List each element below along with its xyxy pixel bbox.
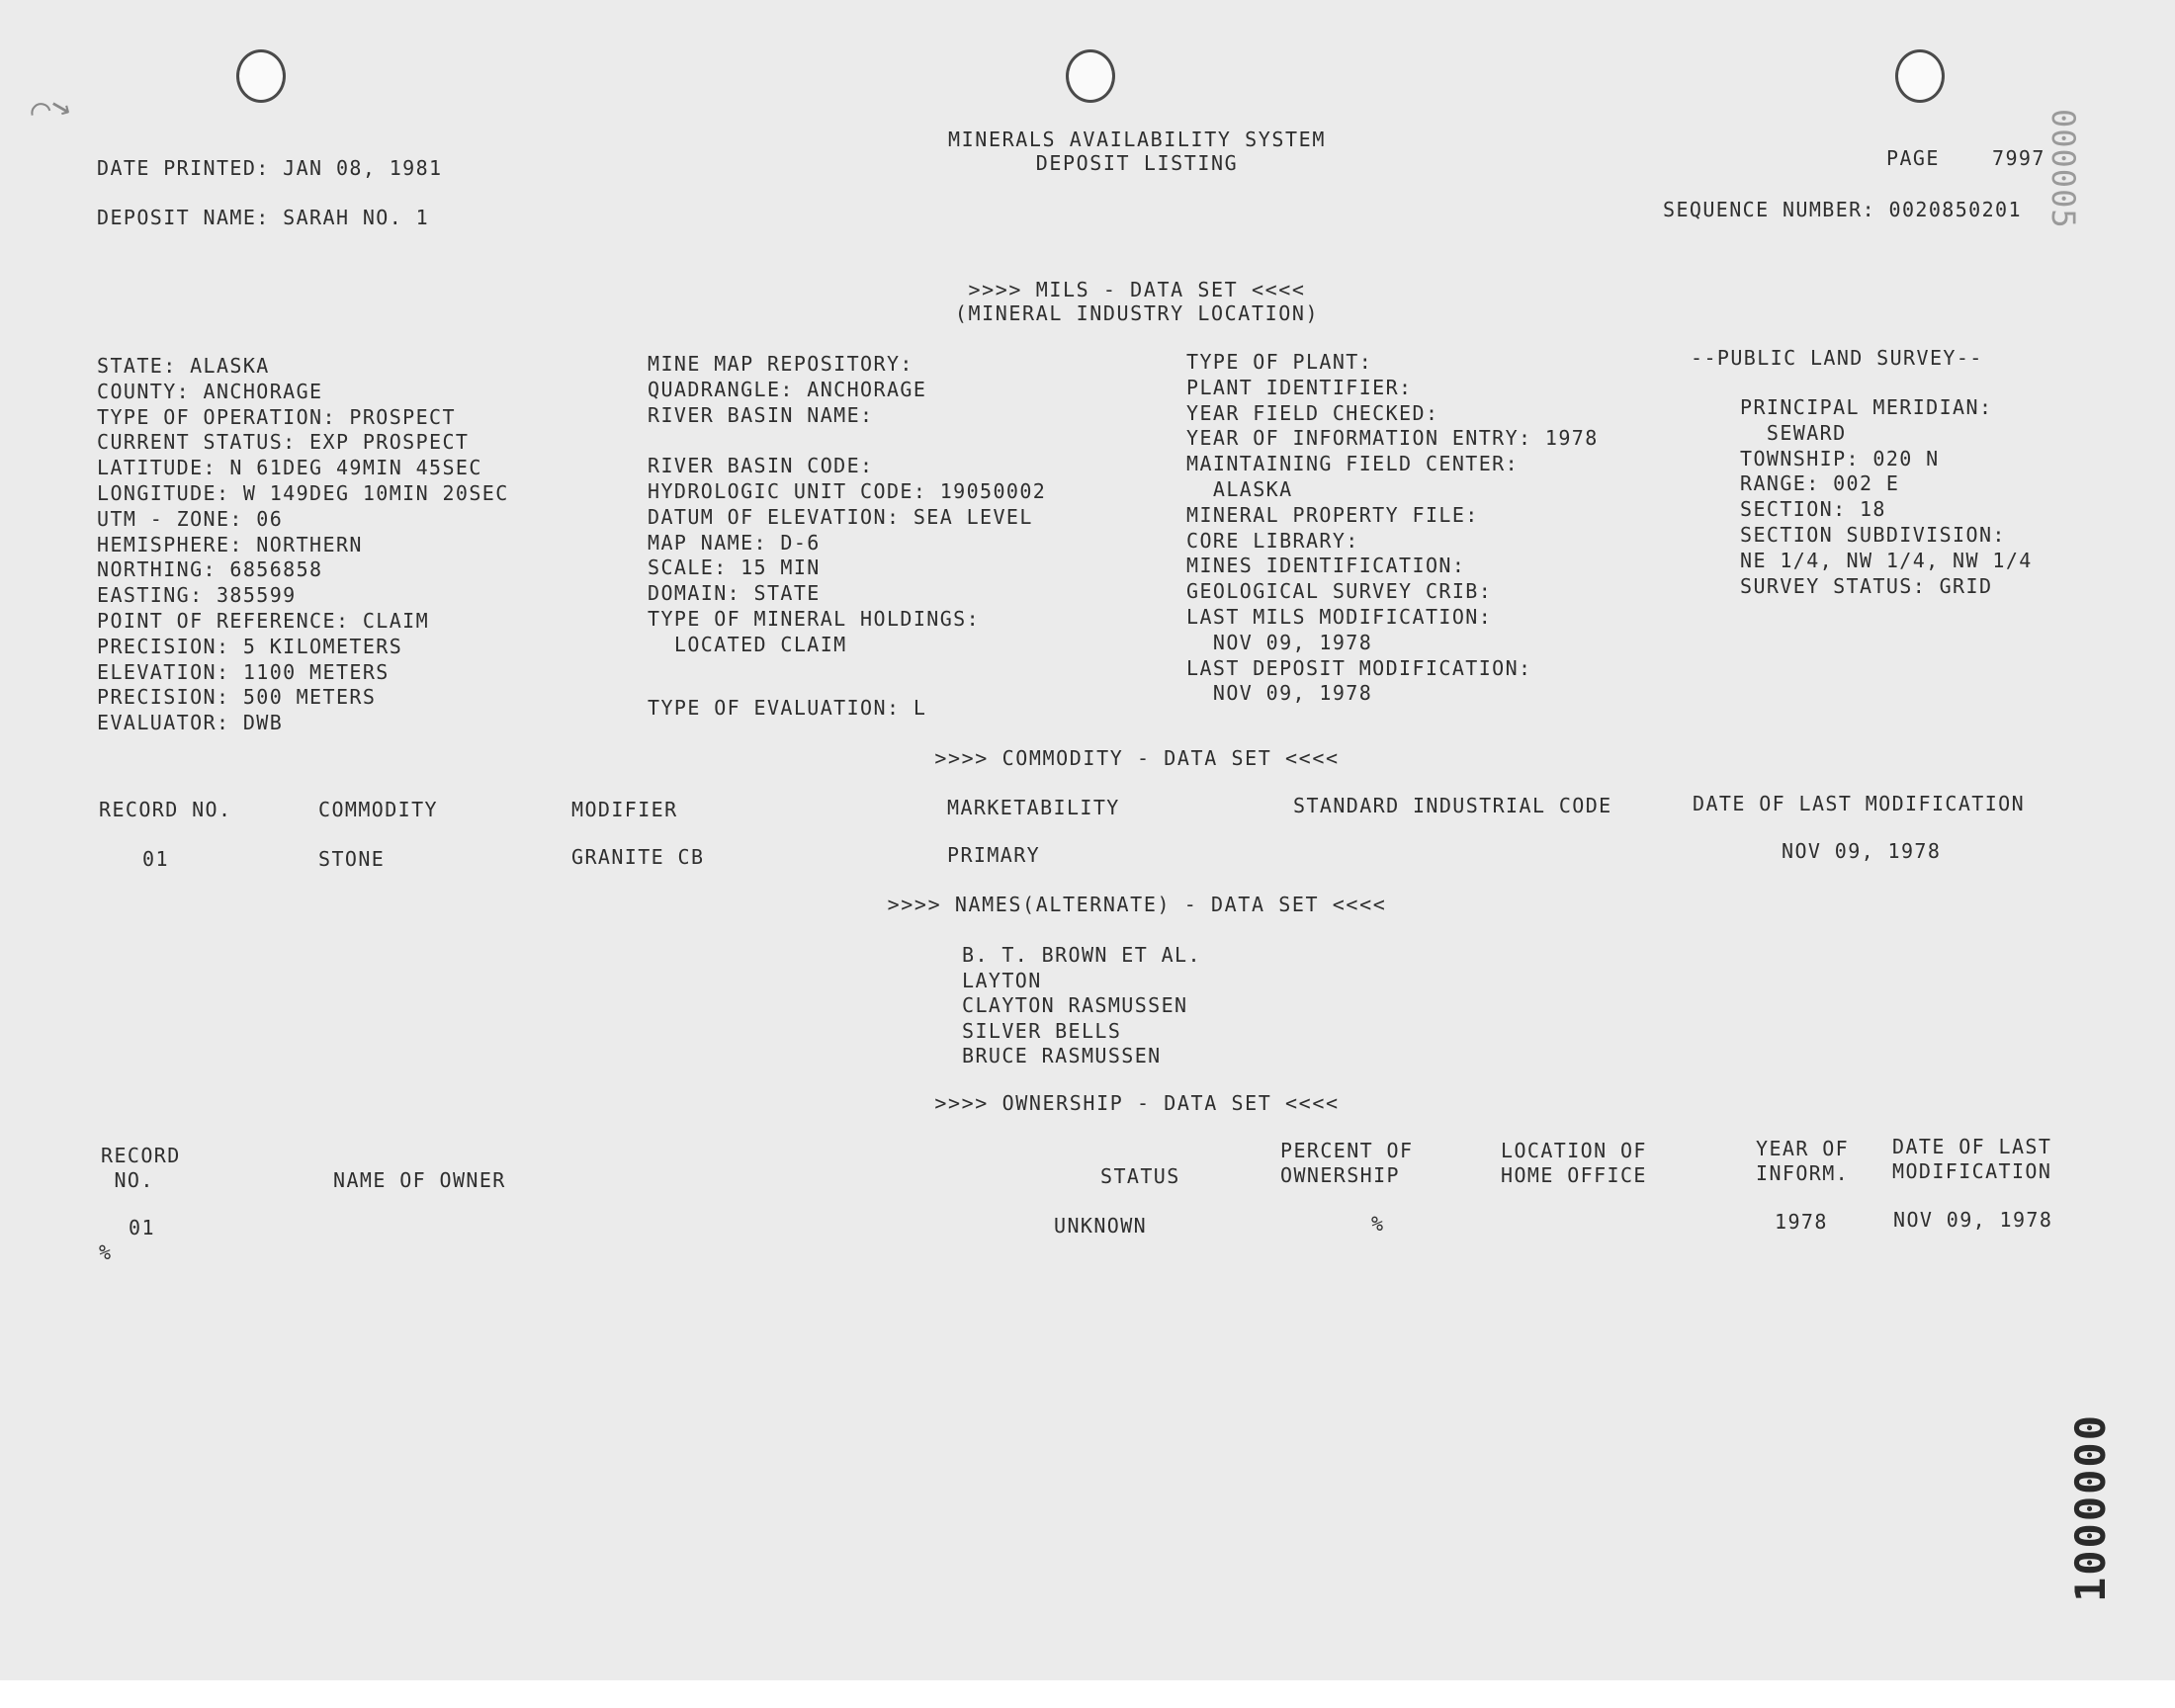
mils-col3-line: PLANT IDENTIFIER: [1186, 375, 1413, 399]
listing-subtitle: DEPOSIT LISTING [1035, 151, 1239, 175]
alternate-name-line: SILVER BELLS [962, 1018, 1122, 1043]
commodity-section-title: >>>> COMMODITY - DATA SET <<<< [934, 746, 1340, 770]
mils-col1-line: LATITUDE: N 61DEG 49MIN 45SEC [97, 456, 482, 480]
mils-col4-line: RANGE: 002 E [1740, 471, 1900, 496]
ownership-row-status: UNKNOWN [1054, 1214, 1148, 1238]
mils-col1-line: NORTHING: 6856858 [97, 557, 323, 582]
mils-col1-line: COUNTY: ANCHORAGE [97, 379, 323, 403]
mils-col2-line: MINE MAP REPOSITORY: [648, 352, 914, 376]
commodity-header-commodity: COMMODITY [318, 798, 438, 821]
alternate-name-line: LAYTON [962, 968, 1042, 992]
mils-col2-line: DOMAIN: STATE [648, 581, 821, 606]
sequence-number: SEQUENCE NUMBER: 0020850201 [1663, 198, 2022, 221]
ownership-row-year: 1978 [1775, 1210, 1828, 1234]
commodity-header-marketability: MARKETABILITY [947, 796, 1120, 819]
mils-col3-line: YEAR FIELD CHECKED: [1186, 400, 1439, 425]
commodity-header-sic: STANDARD INDUSTRIAL CODE [1293, 794, 1612, 817]
commodity-header-record-no: RECORD NO. [99, 798, 232, 821]
mils-col1-line: CURRENT STATUS: EXP PROSPECT [97, 430, 470, 455]
mils-col2-line: LOCATED CLAIM [648, 632, 847, 656]
punch-hole-center [1066, 49, 1115, 103]
handwritten-scribble-mark: ⌒↘ [25, 82, 75, 131]
scan-bottom-edge [0, 1680, 2175, 1708]
mils-col3-line: TYPE OF PLANT: [1186, 350, 1373, 374]
mils-col3-line: MINES IDENTIFICATION: [1186, 554, 1466, 578]
public-land-survey-title: --PUBLIC LAND SURVEY-- [1691, 346, 1983, 370]
mils-col1-line: HEMISPHERE: NORTHERN [97, 532, 363, 556]
mils-col1-line: EASTING: 385599 [97, 583, 297, 608]
mils-col3-line: LAST MILS MODIFICATION: [1186, 605, 1493, 629]
ownership-header-location: LOCATION OF HOME OFFICE [1501, 1139, 1647, 1187]
mils-col4-line: TOWNSHIP: 020 N [1740, 446, 1940, 470]
mils-col1-line: POINT OF REFERENCE: CLAIM [97, 609, 430, 633]
commodity-row-modifier: GRANITE CB [571, 845, 705, 869]
mils-col1-line: ELEVATION: 1100 METERS [97, 659, 390, 684]
mils-col3-line: MINERAL PROPERTY FILE: [1186, 502, 1479, 527]
mils-col2-line: QUADRANGLE: ANCHORAGE [648, 377, 927, 401]
mils-col4-line: NE 1/4, NW 1/4, NW 1/4 [1740, 548, 2033, 572]
ownership-header-percent: PERCENT OF OWNERSHIP [1280, 1139, 1414, 1187]
mils-col1-line: TYPE OF OPERATION: PROSPECT [97, 404, 456, 429]
commodity-row-last-modification: NOV 09, 1978 [1782, 839, 1942, 863]
mils-col3-line: ALASKA [1186, 477, 1293, 501]
mils-col1-line: LONGITUDE: W 149DEG 10MIN 20SEC [97, 481, 509, 505]
mils-col3-line: MAINTAINING FIELD CENTER: [1186, 452, 1520, 476]
page-label: PAGE [1886, 146, 1940, 170]
mils-col1-line: STATE: ALASKA [97, 354, 270, 378]
ownership-header-name: NAME OF OWNER [333, 1168, 506, 1192]
mils-col3-line: CORE LIBRARY: [1186, 528, 1359, 553]
commodity-row-marketability: PRIMARY [947, 843, 1041, 867]
system-title: MINERALS AVAILABILITY SYSTEM [948, 128, 1326, 151]
mils-col2-line: RIVER BASIN NAME: [648, 402, 874, 427]
mils-col1-line: EVALUATOR: DWB [97, 711, 284, 735]
mils-col2-line: HYDROLOGIC UNIT CODE: 19050002 [648, 479, 1047, 503]
ownership-header-status: STATUS [1100, 1164, 1180, 1188]
date-printed: DATE PRINTED: JAN 08, 1981 [97, 156, 443, 180]
mils-col3-line: YEAR OF INFORMATION ENTRY: 1978 [1186, 426, 1599, 451]
deposit-name: DEPOSIT NAME: SARAH NO. 1 [97, 206, 430, 229]
mils-col1-line: UTM - ZONE: 06 [97, 506, 284, 531]
mils-col4-line: SECTION SUBDIVISION: [1740, 523, 2006, 547]
mils-col4-line: PRINCIPAL MERIDIAN: [1740, 395, 1993, 419]
mils-col2-line: DATUM OF ELEVATION: SEA LEVEL [648, 504, 1033, 529]
mils-section-subtitle: (MINERAL INDUSTRY LOCATION) [954, 301, 1320, 325]
commodity-row-commodity: STONE [318, 847, 386, 871]
mils-col3-line: NOV 09, 1978 [1186, 681, 1373, 706]
mils-section-title: >>>> MILS - DATA SET <<<< [968, 278, 1306, 301]
commodity-header-modifier: MODIFIER [571, 798, 678, 821]
alternate-name-line: CLAYTON RASMUSSEN [962, 993, 1188, 1017]
punch-hole-right [1895, 49, 1945, 103]
mils-col3-line: NOV 09, 1978 [1186, 630, 1373, 654]
mils-col1-line: PRECISION: 500 METERS [97, 685, 377, 710]
names-section-title: >>>> NAMES(ALTERNATE) - DATA SET <<<< [887, 893, 1387, 916]
bottom-right-stamp: 1000000 [2066, 1413, 2115, 1603]
ownership-header-record: RECORD NO. [101, 1144, 181, 1192]
ownership-row-record: 01 [129, 1216, 155, 1239]
mils-col4-line: SECTION: 18 [1740, 497, 1886, 522]
mils-col1-line: PRECISION: 5 KILOMETERS [97, 634, 403, 658]
alternate-name-line: BRUCE RASMUSSEN [962, 1044, 1162, 1068]
mils-col2-line: TYPE OF MINERAL HOLDINGS: [648, 607, 981, 631]
type-of-evaluation: TYPE OF EVALUATION: L [648, 696, 927, 720]
commodity-header-last-modification: DATE OF LAST MODIFICATION [1693, 792, 2026, 815]
mils-col2-line: SCALE: 15 MIN [648, 555, 821, 580]
ownership-header-year: YEAR OF INFORM. [1756, 1137, 1850, 1185]
punch-hole-left [236, 49, 286, 103]
mils-col2-line: RIVER BASIN CODE: [648, 454, 874, 478]
mils-col4-line: SEWARD [1740, 420, 1847, 445]
ownership-row-percent: % [1371, 1212, 1385, 1236]
commodity-row-record-no: 01 [142, 847, 169, 871]
mils-col4-line: SURVEY STATUS: GRID [1740, 573, 1993, 598]
top-right-stamp: 000005 [2044, 109, 2082, 229]
page-number: 7997 [1992, 146, 2045, 170]
mils-col2-line: MAP NAME: D-6 [648, 530, 821, 555]
ownership-header-last-modification: DATE OF LAST MODIFICATION [1892, 1135, 2052, 1183]
ownership-section-title: >>>> OWNERSHIP - DATA SET <<<< [934, 1091, 1340, 1115]
ownership-row-last-modification: NOV 09, 1978 [1893, 1208, 2053, 1232]
alternate-name-line: B. T. BROWN ET AL. [962, 943, 1201, 967]
mils-col3-line: LAST DEPOSIT MODIFICATION: [1186, 655, 1532, 680]
ownership-footer-mark: % [99, 1240, 113, 1264]
mils-col3-line: GEOLOGICAL SURVEY CRIB: [1186, 579, 1493, 604]
